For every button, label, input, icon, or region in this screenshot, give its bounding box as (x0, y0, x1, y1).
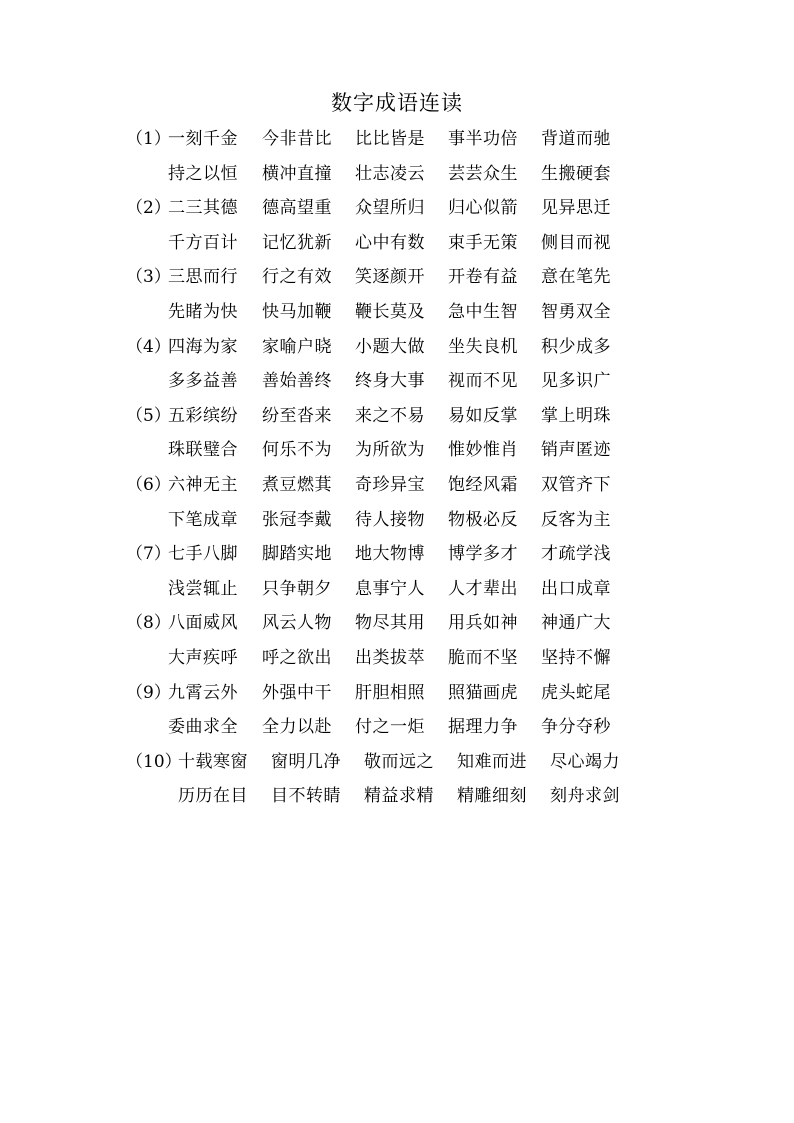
idiom: 积少成多 (541, 336, 611, 357)
idiom: 虎头蛇尾 (541, 682, 611, 703)
idiom: 何乐不为 (262, 440, 332, 461)
idiom: 见异思迁 (541, 198, 611, 219)
idiom: 纷至沓来 (262, 405, 332, 426)
idiom: 浅尝辄止 (168, 578, 238, 599)
idiom-line (0, 191, 794, 225)
idiom-line (0, 260, 794, 294)
idiom: 事半功倍 (448, 129, 518, 149)
document-title: 数字成语连读 (331, 91, 463, 115)
idiom-line (0, 295, 794, 329)
idiom: 鞭长莫及 (355, 302, 425, 322)
idiom-line (0, 779, 794, 813)
idiom: 精益求精 (364, 786, 434, 807)
idiom: 众望所归 (355, 198, 425, 219)
idiom: 地大物博 (355, 544, 425, 565)
idiom: 照猫画虎 (448, 682, 518, 703)
idiom: 坐失良机 (448, 336, 518, 357)
idiom: 三思而行 (168, 267, 238, 288)
idiom: 据理力争 (448, 717, 518, 738)
group-number: （2） (126, 198, 171, 219)
idiom-line (0, 710, 794, 744)
idiom: 刻舟求剑 (550, 786, 620, 807)
group-number: （6） (126, 475, 171, 495)
idiom-line (0, 676, 794, 710)
idiom: 争分夺秒 (541, 717, 611, 738)
idiom-line (0, 157, 794, 191)
idiom: 德高望重 (262, 198, 332, 219)
idiom: 敬而远之 (364, 751, 434, 772)
idiom: 煮豆燃萁 (262, 475, 332, 495)
idiom: 神通广大 (541, 613, 611, 634)
group-number: （3） (126, 267, 171, 288)
group-number: （4） (126, 336, 171, 357)
idiom-line (0, 330, 794, 364)
group-number: （1） (126, 129, 171, 149)
idiom: 小题大做 (355, 336, 425, 357)
idiom: 急中生智 (448, 302, 518, 322)
idiom: 意在笔先 (541, 267, 611, 288)
idiom: 开卷有益 (448, 267, 518, 288)
idiom-line (0, 641, 794, 675)
idiom: 精雕细刻 (457, 786, 527, 807)
idiom-line (0, 468, 794, 502)
idiom-line (0, 503, 794, 537)
idiom: 用兵如神 (448, 613, 518, 634)
group-number: （9） (126, 682, 171, 703)
idiom: 视而不见 (448, 371, 518, 392)
idiom: 终身大事 (355, 371, 425, 392)
idiom: 大声疾呼 (168, 648, 238, 668)
idiom: 比比皆是 (355, 129, 425, 149)
idiom: 六神无主 (168, 475, 238, 495)
idiom: 壮志凌云 (355, 163, 425, 184)
idiom: 目不转睛 (271, 786, 341, 807)
idiom: 行之有效 (262, 267, 332, 288)
idiom: 脚踏实地 (262, 544, 332, 565)
idiom: 张冠李戴 (262, 509, 332, 530)
idiom: 持之以恒 (168, 163, 238, 184)
idiom: 善始善终 (262, 371, 332, 392)
idiom: 下笔成章 (168, 509, 238, 530)
idiom: 付之一炬 (355, 717, 425, 738)
idiom: 全力以赴 (262, 717, 332, 738)
idiom-line (0, 537, 794, 571)
idiom: 奇珍异宝 (355, 475, 425, 495)
idiom: 见多识广 (541, 371, 611, 392)
idiom: 待人接物 (355, 509, 425, 530)
group-number: （8） (126, 613, 171, 634)
idiom: 一刻千金 (168, 129, 238, 149)
idiom: 侧目而视 (541, 232, 611, 253)
idiom: 历历在目 (178, 786, 248, 807)
idiom: 二三其德 (168, 198, 238, 219)
idiom: 肝胆相照 (355, 682, 425, 703)
idiom: 横冲直撞 (262, 163, 332, 184)
idiom: 笑逐颜开 (355, 267, 425, 288)
idiom: 委曲求全 (168, 717, 238, 738)
idiom: 反客为主 (541, 509, 611, 530)
idiom: 掌上明珠 (541, 405, 611, 426)
idiom: 七手八脚 (168, 544, 238, 565)
idiom: 五彩缤纷 (168, 405, 238, 426)
idiom-line (0, 433, 794, 467)
idiom: 先睹为快 (168, 302, 238, 322)
idiom: 多多益善 (168, 371, 238, 392)
idiom: 快马加鞭 (262, 302, 332, 322)
idiom: 束手无策 (448, 232, 518, 253)
idiom: 人才辈出 (448, 578, 518, 599)
idiom: 窗明几净 (271, 751, 341, 772)
idiom: 外强中干 (262, 682, 332, 703)
idiom: 销声匿迹 (541, 440, 611, 461)
idiom-line (0, 122, 794, 156)
idiom: 脆而不坚 (448, 648, 518, 668)
idiom: 归心似箭 (448, 198, 518, 219)
idiom: 心中有数 (355, 232, 425, 253)
idiom: 博学多才 (448, 544, 518, 565)
idiom: 芸芸众生 (448, 163, 518, 184)
idiom-line (0, 745, 794, 779)
idiom: 智勇双全 (541, 302, 611, 322)
idiom: 生搬硬套 (541, 163, 611, 184)
idiom: 呼之欲出 (262, 648, 332, 668)
idiom: 风云人物 (262, 613, 332, 634)
idiom: 出类拔萃 (355, 648, 425, 668)
idiom: 八面威风 (168, 613, 238, 634)
idiom: 出口成章 (541, 578, 611, 599)
group-number: （7） (126, 544, 171, 565)
idiom: 珠联璧合 (168, 440, 238, 461)
idiom: 饱经风霜 (448, 475, 518, 495)
idiom: 四海为家 (168, 336, 238, 357)
idiom-line (0, 399, 794, 433)
idiom-line (0, 606, 794, 640)
idiom: 知难而进 (457, 751, 527, 772)
idiom: 来之不易 (355, 405, 425, 426)
idiom: 为所欲为 (355, 440, 425, 461)
idiom: 尽心竭力 (550, 751, 620, 772)
idiom: 才疏学浅 (541, 544, 611, 565)
idiom: 今非昔比 (262, 129, 332, 149)
idiom: 物极必反 (448, 509, 518, 530)
idiom: 只争朝夕 (262, 578, 332, 599)
idiom: 惟妙惟肖 (448, 440, 518, 461)
idiom: 物尽其用 (355, 613, 425, 634)
group-number: （5） (126, 405, 171, 426)
idiom: 易如反掌 (448, 405, 518, 426)
idiom: 十载寒窗 (178, 751, 248, 772)
idiom: 息事宁人 (355, 578, 425, 599)
idiom: 家喻户晓 (262, 336, 332, 357)
idiom-line (0, 364, 794, 398)
idiom-line (0, 572, 794, 606)
idiom: 千方百计 (168, 232, 238, 253)
idiom: 背道而驰 (541, 129, 611, 149)
idiom: 双管齐下 (541, 475, 611, 495)
idiom: 坚持不懈 (541, 648, 611, 668)
group-number: （10） (126, 751, 182, 772)
idiom: 记忆犹新 (262, 232, 332, 253)
idiom: 九霄云外 (168, 682, 238, 703)
idiom-line (0, 226, 794, 260)
